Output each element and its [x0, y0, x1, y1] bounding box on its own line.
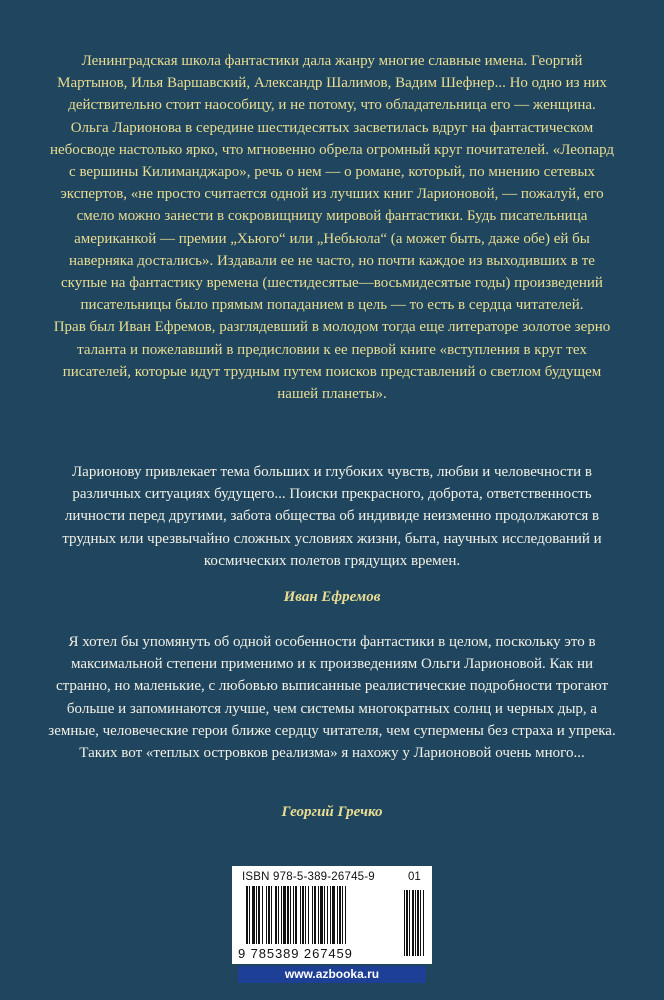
quote-efremov-text: Ларионову привлекает тема больших и глубоких чувств, любви и человечности в различных ситуациях будущего... Поиски прекрасного, доброта, ответственность личности перед другими, забота общества об индивиде неизменно продолжаются в трудных или чрезвычайно сложных условиях жизни, быта, научных исследований и космических полетов грядущих времен.	[62, 464, 602, 569]
quote-grechko-author: Георгий Гречко	[281, 804, 383, 820]
quote-grechko-text: Я хотел бы упомянуть об одной особенности фантастики в целом, поскольку это в максимальной степени применимо и к произведениям Ольги Ларионовой. Как ни странно, но маленькие, с любовью выписанные реалистические подробности трогают больше и запоминаются лучше, чем системы многократных солнц и черных дыр, а земные, человеческие герои ближе сердцу читателя, чем супермены без страха и упрека. Таких вот «теплых островков реализма» я нахожу у Ларионовой очень много...	[48, 634, 616, 762]
barcode-addon: 01	[408, 871, 421, 883]
quote-efremov	[48, 461, 616, 572]
quote-grechko	[48, 631, 616, 764]
intro-text	[48, 50, 616, 405]
quote-efremov-author: Иван Ефремов	[283, 589, 381, 605]
barcode	[232, 866, 432, 964]
website-url[interactable]: www.azbooka.ru	[238, 966, 426, 983]
intro-paragraph-2: Прав был Иван Ефремов, разглядевший в молодом тогда еще литераторе золотое зерно таланта и пожелавший в предисловии к ее первой книге «вступления в круг тех писателей, которые идут трудным путем поисков представлений о светлом будущем нашей планеты».	[53, 319, 611, 403]
ean-digits: 9 785389 267459	[238, 946, 353, 961]
isbn-label: ISBN 978-5-389-26745-9	[242, 871, 375, 883]
intro-paragraph-1: Ленинградская школа фантастики дала жанру многие славные имена. Георгий Мартынов, Илья Варшавский, Александр Шалимов, Вадим Шефнер... Но одно из них действительно стоит наособицу, и не потому, что обладательница его — женщина. Ольга Ларионова в середине шестидесятых засветилась вдруг на фантастическом небосводе настолько ярко, что мгновенно обрела огромный круг почитателей. «Леопард с вершины Килиманджаро», речь о нем — о романе, который, по мнению сетевых экспертов, «не просто считается одной из лучших книг Ларионовой, — пожалуй, его смело можно занести в сокровищницу мировой фантастики. Будь писательница американкой — премии „Хьюго“ или „Небьюла“ (а может быть, даже обе) ей бы наверняка достались». Издавали ее не часто, но почти каждое из выходивших в те скупые на фантастику времена (шестидесятые—восьмидесятые годы) произведений писательницы было прямым попаданием в цель — то есть в сердца читателей.	[49, 53, 615, 314]
